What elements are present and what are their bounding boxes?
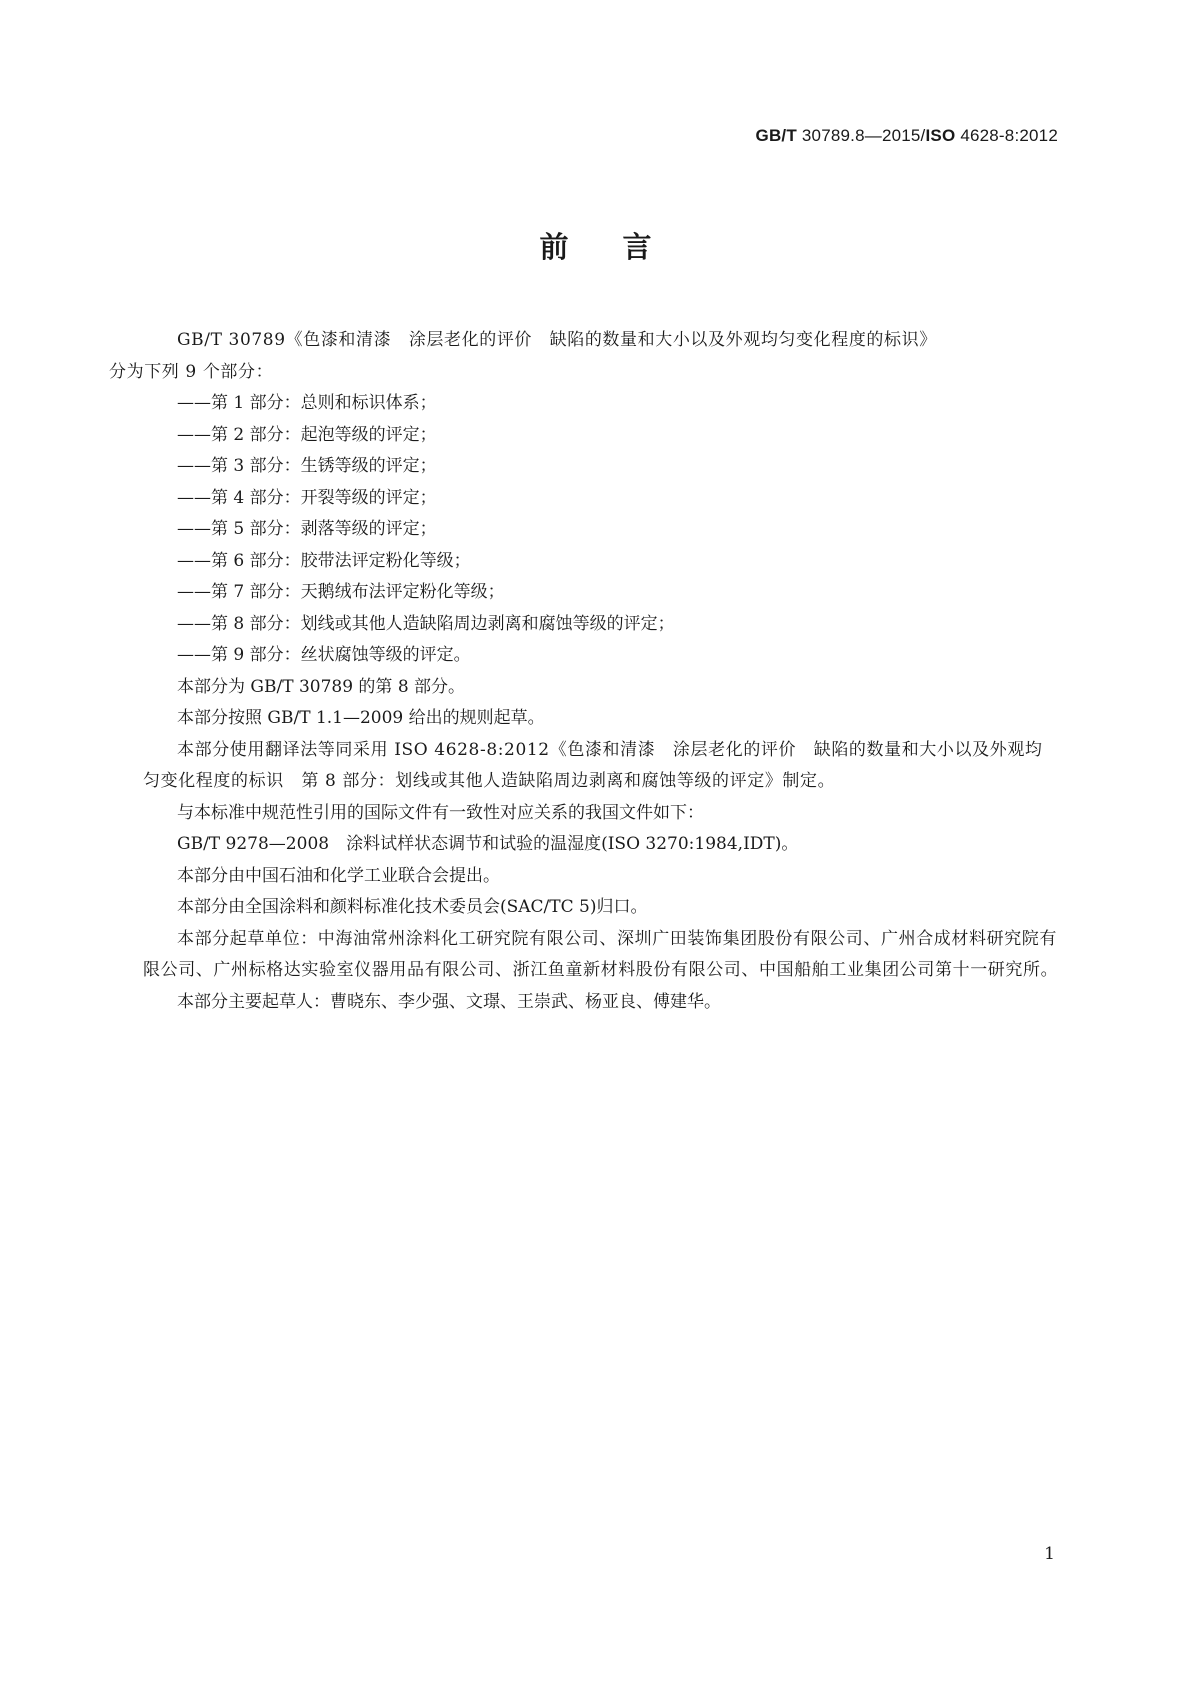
list-item: ——第 2 部分：起泡等级的评定；	[177, 424, 437, 445]
drafters-paragraph: 本部分主要起草人：曹晓东、李少强、文璟、王崇武、杨亚良、傅建华。	[177, 991, 721, 1012]
list-item: ——第 7 部分：天鹅绒布法评定粉化等级；	[177, 582, 505, 602]
drafting-units-paragraph: 本部分起草单位：中海油常州涂料化工研究院有限公司、深圳广田装饰集团股份有限公司、广州合成材料研究院有限公司、广州标格达实验室仪器用品有限公司、浙江鱼童新材料股份有限公司、中国船舶工业集团公司第十一研究所。	[143, 928, 1059, 980]
iso-prefix: ISO	[925, 126, 956, 145]
intro-paragraph	[109, 325, 1060, 388]
foreword-body	[109, 325, 1060, 1018]
page-title: 前言	[539, 230, 706, 264]
list-item: ——第 4 部分：开裂等级的评定；	[177, 487, 437, 508]
iso-number: 4628-8:2012	[960, 126, 1058, 145]
list-item: ——第 8 部分：划线或其他人造缺陷周边剥离和腐蚀等级的评定；	[177, 613, 675, 634]
translation-paragraph: 本部分使用翻译法等同采用 ISO 4628-8:2012《色漆和清漆 涂层老化的评价 缺陷的数量和大小以及外观均匀变化程度的标识 第 8 部分：划线或其他人造缺陷周边剥离和腐蚀等级的评定》制定。	[143, 739, 1043, 791]
standard-prefix: GB/T	[755, 126, 797, 145]
reference-paragraph: GB/T 9278—2008 涂料试样状态调节和试验的温湿度(ISO 3270:1984,IDT)。	[177, 834, 799, 854]
intro-line-1: GB/T 30789《色漆和清漆 涂层老化的评价 缺陷的数量和大小以及外观均匀变化程度的标识》	[177, 330, 937, 350]
list-item: ——第 5 部分：剥落等级的评定；	[177, 519, 437, 539]
part-of-paragraph: 本部分为 GB/T 30789 的第 8 部分。	[177, 676, 466, 697]
proposed-by-paragraph: 本部分由中国石油和化学工业联合会提出。	[177, 865, 500, 886]
standard-number: 30789.8—2015/	[801, 126, 926, 145]
page-number: 1	[1044, 1544, 1055, 1564]
correspondence-paragraph: 与本标准中规范性引用的国际文件有一致性对应关系的我国文件如下：	[177, 802, 704, 823]
intro-line-2: 分为下列 9 个部分：	[109, 361, 274, 382]
list-item: ——第 6 部分：胶带法评定粉化等级；	[177, 550, 471, 571]
parts-list	[143, 388, 1060, 672]
list-item: ——第 9 部分：丝状腐蚀等级的评定。	[177, 645, 471, 665]
drafting-rules-paragraph: 本部分按照 GB/T 1.1—2009 给出的规则起草。	[177, 708, 545, 728]
managed-by-paragraph: 本部分由全国涂料和颜料标准化技术委员会(SAC/TC 5)归口。	[177, 897, 648, 917]
list-item: ——第 1 部分：总则和标识体系；	[177, 393, 437, 413]
standard-number-header	[756, 126, 1058, 146]
list-item: ——第 3 部分：生锈等级的评定；	[177, 456, 437, 476]
